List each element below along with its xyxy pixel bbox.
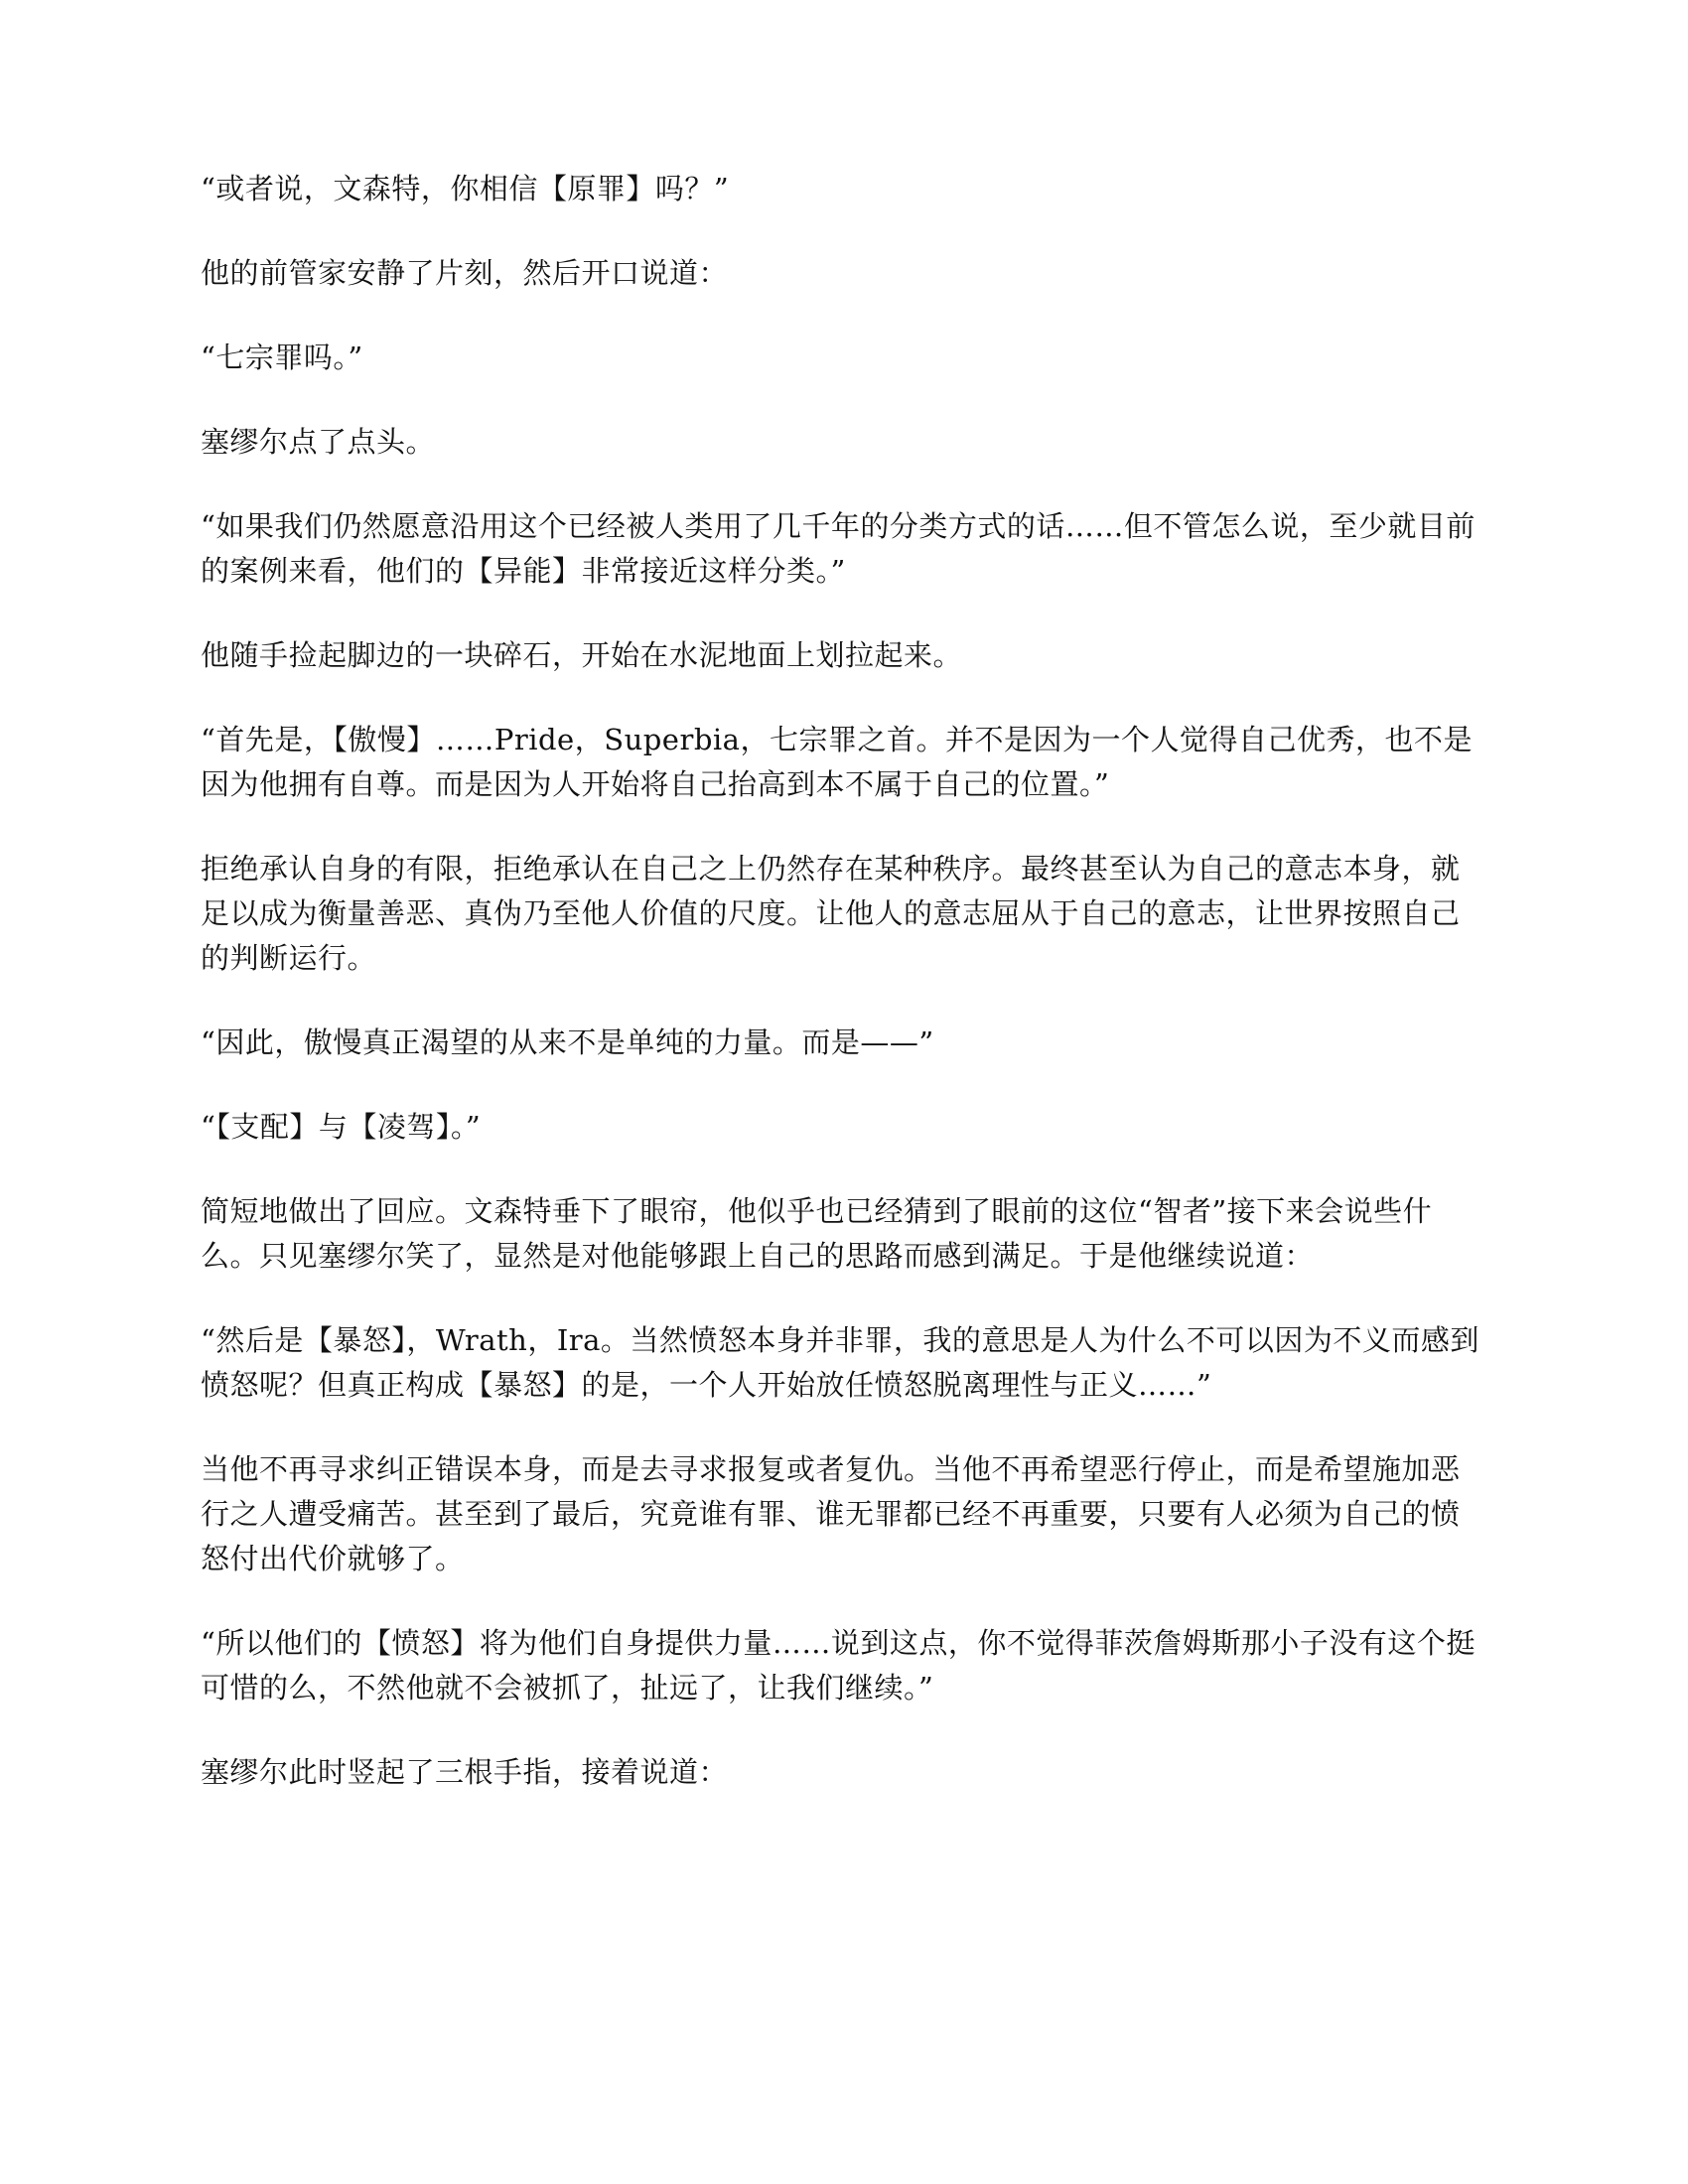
paragraph: “所以他们的【愤怒】将为他们自身提供力量……说到这点，你不觉得菲茨詹姆斯那小子没有这个挺可惜的么，不然他就不会被抓了，扯远了，让我们继续。” bbox=[201, 1626, 1476, 1705]
paragraph: “七宗罪吗。” bbox=[201, 341, 363, 374]
paragraph: “或者说，文森特，你相信【原罪】吗？” bbox=[201, 172, 730, 205]
paragraph: “如果我们仍然愿意沿用这个已经被人类用了几千年的分类方式的话……但不管怎么说，至少就目前的案例来看，他们的【异能】非常接近这样分类。” bbox=[201, 509, 1476, 588]
document-body bbox=[201, 167, 1481, 1835]
paragraph: “首先是，【傲慢】……Pride，Superbia，七宗罪之首。并不是因为一个人觉得自己优秀，也不是因为他拥有自尊。而是因为人开始将自己抬高到本不属于自己的位置。” bbox=[201, 723, 1473, 801]
paragraph: “【支配】与【凌驾】。” bbox=[201, 1110, 482, 1144]
paragraph: 简短地做出了回应。文森特垂下了眼帘，他似乎也已经猜到了眼前的这位“智者”接下来会说些什么。只见塞缪尔笑了，显然是对他能够跟上自己的思路而感到满足。于是他继续说道： bbox=[201, 1194, 1433, 1273]
paragraph: 塞缪尔点了点头。 bbox=[201, 425, 436, 459]
paragraph: 当他不再寻求纠正错误本身，而是去寻求报复或者复仇。当他不再希望恶行停止，而是希望施加恶行之人遭受痛苦。甚至到了最后，究竟谁有罪、谁无罪都已经不再重要，只要有人必须为自己的愤怒付出代价就够了。 bbox=[201, 1452, 1461, 1575]
paragraph: 拒绝承认自身的有限，拒绝承认在自己之上仍然存在某种秩序。最终甚至认为自己的意志本身，就足以成为衡量善恶、真伪乃至他人价值的尺度。让他人的意志屈从于自己的意志，让世界按照自己的判断运行。 bbox=[201, 852, 1461, 975]
paragraph: 他的前管家安静了片刻，然后开口说道： bbox=[201, 256, 729, 290]
paragraph: “因此，傲慢真正渴望的从来不是单纯的力量。而是——” bbox=[201, 1025, 934, 1059]
paragraph: 塞缪尔此时竖起了三根手指，接着说道： bbox=[201, 1755, 729, 1789]
paragraph: 他随手捡起脚边的一块碎石，开始在水泥地面上划拉起来。 bbox=[201, 638, 963, 672]
paragraph: “然后是【暴怒】，Wrath，Ira。当然愤怒本身并非罪，我的意思是人为什么不可以因为不义而感到愤怒呢？但真正构成【暴怒】的是，一个人开始放任愤怒脱离理性与正义……” bbox=[201, 1323, 1479, 1402]
